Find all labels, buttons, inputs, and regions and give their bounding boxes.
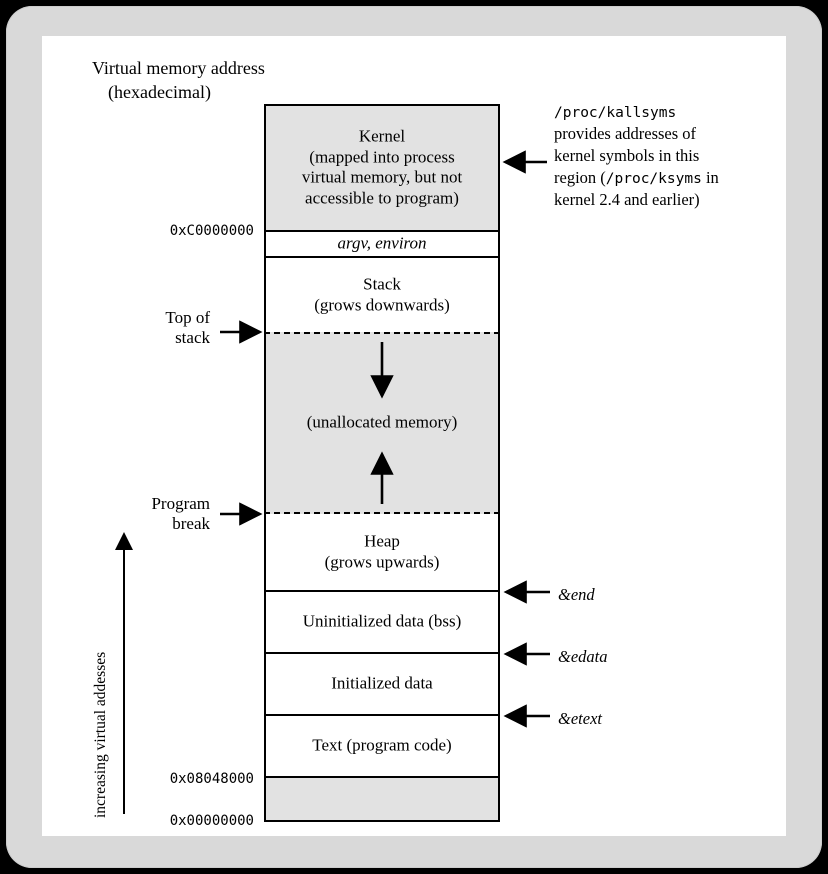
- note-etext-symbol: &etext: [558, 709, 602, 728]
- note-kallsyms-line3: kernel symbols in this: [554, 145, 700, 165]
- label-program-break-line2: break: [172, 514, 210, 534]
- page-title-line1: Virtual memory address: [92, 58, 265, 78]
- segment-heap: [264, 514, 500, 592]
- note-edata-symbol: &edata: [558, 647, 608, 666]
- segment-kernel: [264, 104, 500, 232]
- segment-text: [264, 716, 500, 778]
- note-kallsyms-line4: [554, 167, 774, 189]
- note-kallsyms-line1: /proc/kallsyms: [554, 105, 677, 121]
- segment-unallocated: [264, 332, 500, 514]
- label-top-of-stack: [110, 308, 210, 349]
- address-text-base: 0x08048000: [169, 771, 254, 787]
- segment-text-label: Text (program code): [312, 735, 452, 755]
- diagram-page: [42, 36, 786, 836]
- note-end-symbol: &end: [558, 585, 595, 604]
- segment-argv-environ-label: argv, environ: [337, 233, 427, 253]
- segment-kernel-line-2: (mapped into process: [309, 147, 455, 167]
- diagram-card: [6, 6, 822, 868]
- note-kallsyms-line4-a: region (: [554, 167, 606, 187]
- address-kernel-base: 0xC0000000: [169, 223, 254, 239]
- vertical-axis-text: increasing virtual addesses: [92, 651, 109, 818]
- address-zero: 0x00000000: [169, 813, 254, 829]
- segment-kernel-line-3: virtual memory, but not: [301, 168, 463, 187]
- page-title: [92, 56, 265, 105]
- label-program-break: [100, 494, 210, 535]
- segment-reserved: [264, 778, 500, 822]
- segment-stack: [264, 258, 500, 332]
- note-kallsyms: [554, 104, 774, 211]
- segment-heap-line-2: (grows upwards): [324, 552, 440, 571]
- segment-kernel-line-4: accessible to program): [305, 188, 459, 208]
- segment-stack-line-2: (grows downwards): [314, 295, 450, 314]
- segment-kernel-line-1: Kernel: [358, 126, 406, 146]
- segment-bss-label: Uninitialized data (bss): [302, 611, 462, 631]
- segment-initialized-data: [264, 654, 500, 716]
- label-program-break-line1: Program: [151, 494, 210, 513]
- segment-bss: [264, 592, 500, 654]
- note-kallsyms-line5: kernel 2.4 and earlier): [554, 189, 700, 209]
- segment-unallocated-label: (unallocated memory): [306, 412, 458, 432]
- segment-initialized-data-label: Initialized data: [331, 673, 433, 693]
- page-title-line2: (hexadecimal): [108, 82, 211, 103]
- vertical-axis-label: [78, 556, 109, 818]
- segment-argv-environ: [264, 232, 500, 258]
- note-kallsyms-line2: provides addresses of: [554, 124, 697, 144]
- note-kallsyms-ksyms-path: /proc/ksyms: [605, 170, 702, 187]
- note-kallsyms-line4-b: in: [701, 167, 719, 187]
- segment-heap-line-1: Heap: [364, 531, 400, 551]
- label-top-of-stack-line1: Top of: [165, 308, 210, 327]
- segment-stack-line-1: Stack: [363, 274, 401, 294]
- label-top-of-stack-line2: stack: [175, 328, 210, 348]
